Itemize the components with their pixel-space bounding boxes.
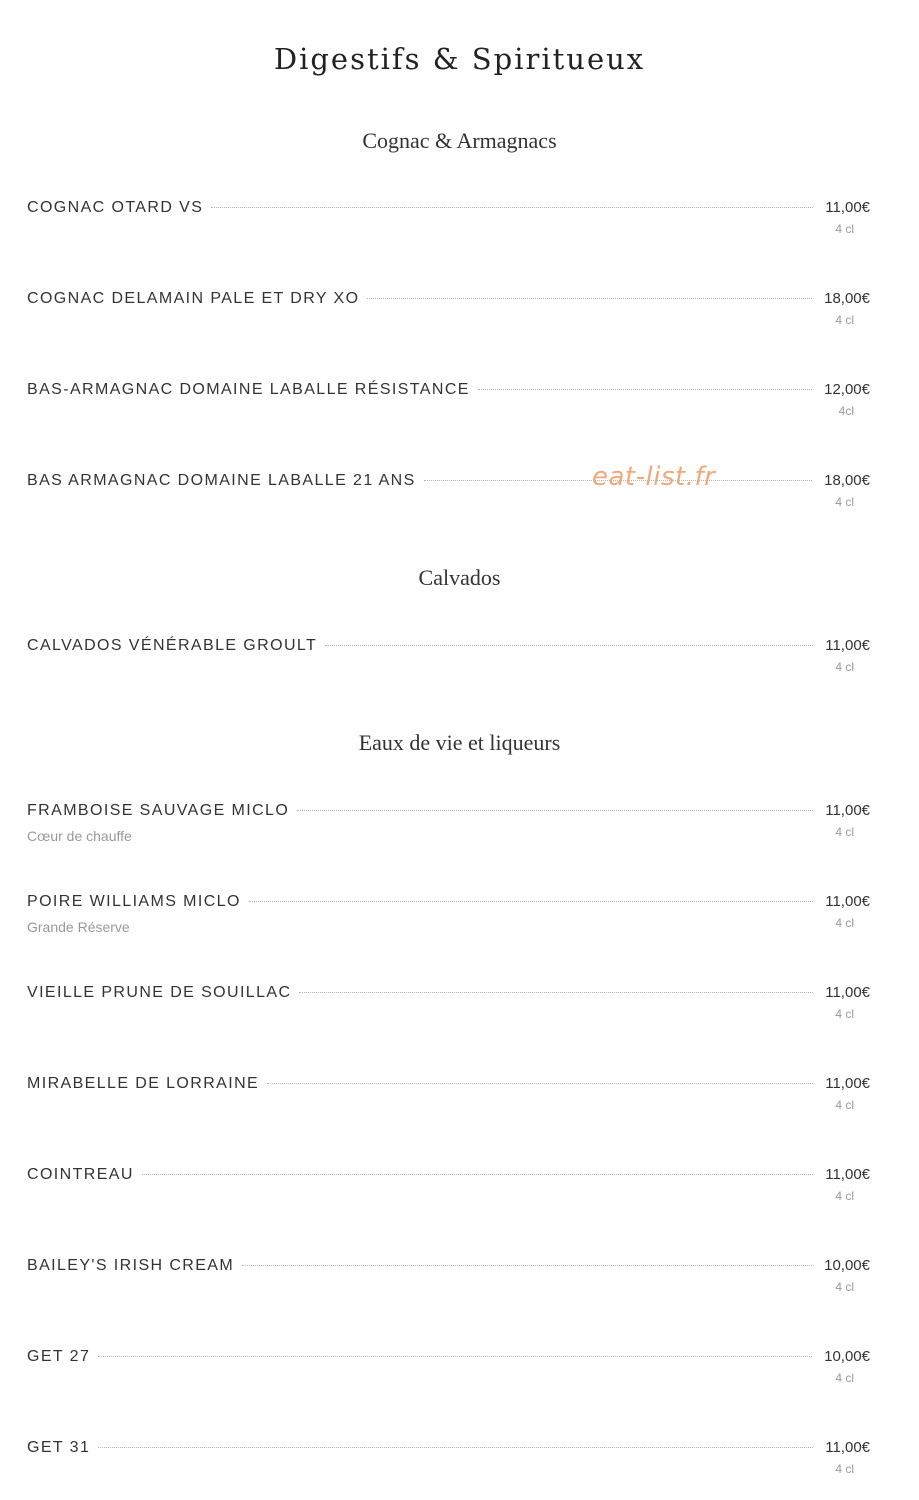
item-unit: 4 cl [835,660,854,674]
menu-item [27,199,870,259]
item-name: FRAMBOISE SAUVAGE MICLO [27,802,290,819]
menu-item [27,1348,870,1408]
item-description: Grande Réserve [27,919,130,935]
menu-item [27,893,870,953]
item-price: 11,00€ [825,1166,870,1183]
dotted-leader [325,644,813,646]
item-unit: 4 cl [835,313,854,327]
dotted-leader [211,206,813,208]
item-price: 18,00€ [824,472,870,489]
menu-item [27,802,870,862]
item-unit: 4 cl [835,1007,854,1021]
item-unit: 4 cl [835,1189,854,1203]
item-unit: 4 cl [835,1462,854,1476]
menu-item [27,984,870,1044]
dotted-leader [98,1355,812,1357]
item-name: COGNAC OTARD VS [27,199,204,216]
dotted-leader [267,1082,813,1084]
item-price: 18,00€ [824,290,870,307]
item-name: CALVADOS VÉNÉRABLE GROULT [27,637,318,654]
item-name: BAS-ARMAGNAC DOMAINE LABALLE RÉSISTANCE [27,381,470,398]
menu-item [27,290,870,350]
item-price: 10,00€ [824,1348,870,1365]
item-name: MIRABELLE DE LORRAINE [27,1075,260,1092]
menu-item [27,1439,870,1499]
item-name: POIRE WILLIAMS MICLO [27,893,241,910]
menu-item [27,1257,870,1317]
item-price: 11,00€ [825,199,870,216]
item-unit: 4cl [838,404,854,418]
dotted-leader [297,809,813,811]
item-unit: 4 cl [835,1371,854,1385]
section-title-calvados: Calvados [418,565,501,590]
item-unit: 4 cl [835,916,854,930]
item-name: GET 27 [27,1348,91,1365]
item-unit: 4 cl [835,825,854,839]
item-name: COINTREAU [27,1166,134,1183]
item-unit: 4 cl [835,495,854,509]
item-price: 12,00€ [824,381,870,398]
menu-item [27,381,870,441]
menu-item [27,637,870,697]
item-description: Cœur de chauffe [27,828,132,844]
item-price: 11,00€ [825,1439,870,1456]
section-title-cognac-armagnacs: Cognac & Armagnacs [362,128,557,153]
item-price: 11,00€ [825,984,870,1001]
dotted-leader [142,1173,813,1175]
section-title-eaux-de-vie: Eaux de vie et liqueurs [358,730,561,755]
watermark: eat-list.fr [592,462,716,492]
item-price: 11,00€ [825,893,870,910]
item-unit: 4 cl [835,1098,854,1112]
menu-item [27,1075,870,1135]
page-title: Digestifs & Spiritueux [273,42,646,76]
dotted-leader [299,991,813,993]
dotted-leader [98,1446,813,1448]
dotted-leader [367,297,812,299]
dotted-leader [242,1264,812,1266]
item-price: 11,00€ [825,637,870,654]
item-price: 10,00€ [824,1257,870,1274]
dotted-leader [478,388,812,390]
item-price: 11,00€ [825,1075,870,1092]
item-name: BAS ARMAGNAC DOMAINE LABALLE 21 ANS [27,472,416,489]
item-unit: 4 cl [835,222,854,236]
item-name: BAILEY'S IRISH CREAM [27,1257,235,1274]
item-name: GET 31 [27,1439,91,1456]
menu-item [27,1166,870,1226]
menu-item [27,472,870,532]
item-price: 11,00€ [825,802,870,819]
dotted-leader [249,900,813,902]
item-unit: 4 cl [835,1280,854,1294]
item-name: VIEILLE PRUNE DE SOUILLAC [27,984,292,1001]
item-name: COGNAC DELAMAIN PALE ET DRY XO [27,290,360,307]
